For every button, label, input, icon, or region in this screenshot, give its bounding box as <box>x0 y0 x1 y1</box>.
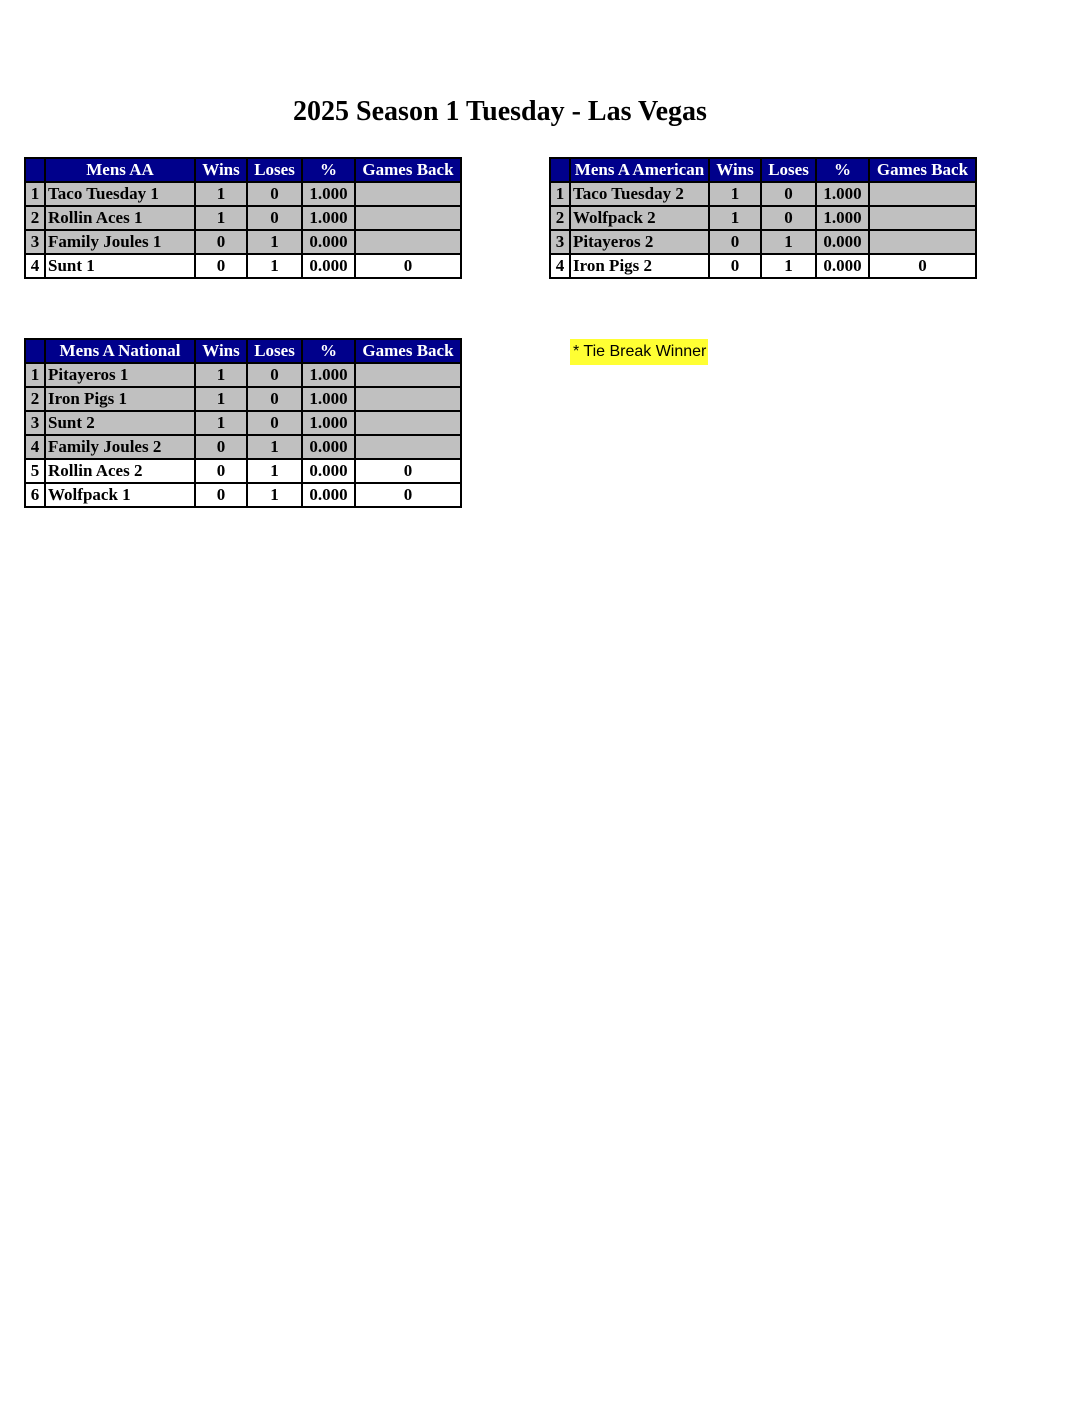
pct-cell: 0.000 <box>816 230 869 254</box>
pct-cell: 1.000 <box>816 206 869 230</box>
rank-cell: 4 <box>25 254 45 278</box>
team-name-cell: Rollin Aces 1 <box>45 206 195 230</box>
loses-cell: 0 <box>761 206 816 230</box>
games-back-cell <box>869 182 976 206</box>
table-row <box>550 182 976 206</box>
wins-cell: 1 <box>709 182 761 206</box>
rank-cell: 4 <box>550 254 570 278</box>
wins-cell: 1 <box>709 206 761 230</box>
standings-table-mens-a-american <box>549 157 977 279</box>
pct-cell: 1.000 <box>302 363 355 387</box>
pct-cell: 0.000 <box>816 254 869 278</box>
pct-cell: 0.000 <box>302 483 355 507</box>
loses-cell: 0 <box>247 411 302 435</box>
team-name-cell: Family Joules 2 <box>45 435 195 459</box>
games-back-cell: 0 <box>869 254 976 278</box>
table-row <box>25 459 461 483</box>
loses-cell: 0 <box>247 206 302 230</box>
table-row <box>25 411 461 435</box>
games-back-cell <box>355 182 461 206</box>
loses-cell: 1 <box>247 483 302 507</box>
wins-header: Wins <box>709 158 761 182</box>
team-name-cell: Taco Tuesday 2 <box>570 182 709 206</box>
games-back-header: Games Back <box>355 158 461 182</box>
games-back-cell <box>869 230 976 254</box>
wins-cell: 0 <box>709 230 761 254</box>
loses-header: Loses <box>247 339 302 363</box>
wins-header: Wins <box>195 158 247 182</box>
table-header-row <box>550 158 976 182</box>
loses-header: Loses <box>247 158 302 182</box>
table-row <box>25 230 461 254</box>
team-name-cell: Family Joules 1 <box>45 230 195 254</box>
loses-header: Loses <box>761 158 816 182</box>
pct-header: % <box>302 158 355 182</box>
rank-cell: 6 <box>25 483 45 507</box>
rank-cell: 1 <box>25 363 45 387</box>
team-name-cell: Rollin Aces 2 <box>45 459 195 483</box>
pct-cell: 0.000 <box>302 230 355 254</box>
games-back-cell: 0 <box>355 483 461 507</box>
page-title: 2025 Season 1 Tuesday - Las Vegas <box>293 96 707 127</box>
rank-cell: 3 <box>25 411 45 435</box>
games-back-cell <box>355 230 461 254</box>
games-back-cell <box>355 411 461 435</box>
table-row <box>550 230 976 254</box>
table-row <box>25 363 461 387</box>
loses-cell: 1 <box>761 254 816 278</box>
pct-cell: 1.000 <box>302 387 355 411</box>
wins-cell: 1 <box>195 363 247 387</box>
team-name-cell: Sunt 2 <box>45 411 195 435</box>
rank-cell: 2 <box>25 206 45 230</box>
tie-break-note <box>570 339 708 365</box>
pct-header: % <box>816 158 869 182</box>
team-name-cell: Iron Pigs 1 <box>45 387 195 411</box>
table-row <box>25 483 461 507</box>
rank-header <box>550 158 570 182</box>
loses-cell: 1 <box>247 435 302 459</box>
wins-header: Wins <box>195 339 247 363</box>
wins-cell: 0 <box>709 254 761 278</box>
pct-cell: 0.000 <box>302 435 355 459</box>
games-back-cell <box>355 387 461 411</box>
team-name-cell: Wolfpack 2 <box>570 206 709 230</box>
team-name-cell: Iron Pigs 2 <box>570 254 709 278</box>
loses-cell: 0 <box>247 182 302 206</box>
loses-cell: 0 <box>247 387 302 411</box>
loses-cell: 1 <box>761 230 816 254</box>
table-row <box>550 254 976 278</box>
rank-cell: 1 <box>550 182 570 206</box>
wins-cell: 0 <box>195 459 247 483</box>
table-row <box>25 206 461 230</box>
pct-cell: 0.000 <box>302 459 355 483</box>
loses-cell: 0 <box>761 182 816 206</box>
table-row <box>25 387 461 411</box>
loses-cell: 1 <box>247 230 302 254</box>
wins-cell: 1 <box>195 387 247 411</box>
pct-header: % <box>302 339 355 363</box>
wins-cell: 0 <box>195 483 247 507</box>
wins-cell: 1 <box>195 206 247 230</box>
rank-cell: 4 <box>25 435 45 459</box>
team-name-cell: Taco Tuesday 1 <box>45 182 195 206</box>
division-header: Mens A National <box>45 339 195 363</box>
wins-cell: 0 <box>195 230 247 254</box>
standings-table-mens-aa <box>24 157 462 279</box>
rank-cell: 2 <box>550 206 570 230</box>
wins-cell: 0 <box>195 435 247 459</box>
loses-cell: 1 <box>247 459 302 483</box>
table-row <box>550 206 976 230</box>
games-back-header: Games Back <box>869 158 976 182</box>
games-back-cell <box>355 206 461 230</box>
rank-cell: 5 <box>25 459 45 483</box>
rank-header <box>25 158 45 182</box>
team-name-cell: Pitayeros 2 <box>570 230 709 254</box>
pct-cell: 1.000 <box>816 182 869 206</box>
division-header: Mens A American <box>570 158 709 182</box>
games-back-cell: 0 <box>355 254 461 278</box>
loses-cell: 1 <box>247 254 302 278</box>
team-name-cell: Wolfpack 1 <box>45 483 195 507</box>
games-back-header: Games Back <box>355 339 461 363</box>
rank-cell: 3 <box>25 230 45 254</box>
team-name-cell: Pitayeros 1 <box>45 363 195 387</box>
standings-table-mens-a-national <box>24 338 462 508</box>
pct-cell: 1.000 <box>302 182 355 206</box>
rank-cell: 2 <box>25 387 45 411</box>
table-row <box>25 182 461 206</box>
pct-cell: 0.000 <box>302 254 355 278</box>
rank-cell: 3 <box>550 230 570 254</box>
table-header-row <box>25 339 461 363</box>
table-header-row <box>25 158 461 182</box>
games-back-cell <box>355 435 461 459</box>
pct-cell: 1.000 <box>302 411 355 435</box>
rank-header <box>25 339 45 363</box>
tie-break-note-text: * Tie Break Winner <box>570 339 708 365</box>
division-header: Mens AA <box>45 158 195 182</box>
loses-cell: 0 <box>247 363 302 387</box>
wins-cell: 1 <box>195 182 247 206</box>
table-row <box>25 435 461 459</box>
pct-cell: 1.000 <box>302 206 355 230</box>
rank-cell: 1 <box>25 182 45 206</box>
table-row <box>25 254 461 278</box>
wins-cell: 1 <box>195 411 247 435</box>
games-back-cell <box>355 363 461 387</box>
wins-cell: 0 <box>195 254 247 278</box>
team-name-cell: Sunt 1 <box>45 254 195 278</box>
games-back-cell: 0 <box>355 459 461 483</box>
games-back-cell <box>869 206 976 230</box>
